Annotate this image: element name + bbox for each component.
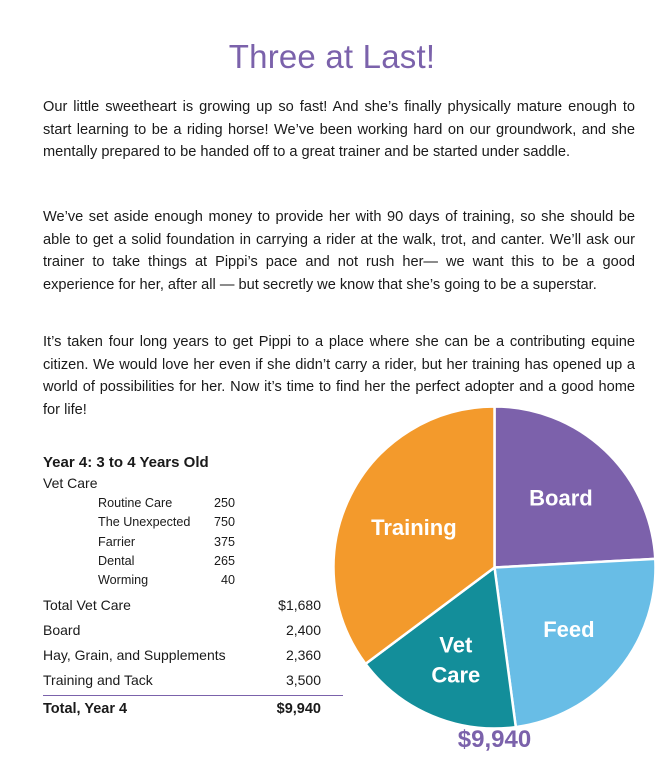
- vet-item-routine-care: [43, 494, 343, 513]
- vet-item-worming: [43, 571, 343, 590]
- vet-item-value: 40: [220, 573, 235, 588]
- total-value: $9,940: [276, 701, 321, 718]
- line-total-vet-care: [43, 593, 343, 618]
- vet-item-value: 375: [213, 534, 235, 549]
- vet-item-dental: [43, 552, 343, 571]
- line-board: [43, 618, 343, 643]
- budget-heading: Year 4: 3 to 4 Years Old: [43, 454, 209, 471]
- vet-item-the-unexpected: [43, 513, 343, 532]
- vet-item-label: Worming: [98, 573, 149, 588]
- total-label: Total, Year 4: [43, 701, 128, 718]
- vet-item-value: 750: [213, 515, 235, 530]
- pie-total-label: $9,940: [457, 726, 532, 753]
- pie-label-board: Board: [529, 485, 593, 511]
- line-hay-grain-supplements: [43, 643, 343, 668]
- pie-label-training: Training: [371, 515, 457, 541]
- line-value: 2,360: [285, 647, 321, 664]
- pie-label-vet-care: Vet Care: [431, 632, 481, 688]
- line-value: $1,680: [278, 597, 321, 614]
- line-value: 3,500: [285, 672, 321, 689]
- line-label: Hay, Grain, and Supplements: [43, 647, 226, 664]
- vet-item-label: Routine Care: [98, 496, 173, 510]
- vet-item-value: 250: [213, 496, 235, 510]
- line-label: Total Vet Care: [43, 597, 131, 614]
- adoption-paragraph: It’s taken four long years to get Pippi to a place where she can be a contributing equine citizen. We would love her even if she didn’t carry a rider, but her training has opened up a world of possibilities for her. Now it’s time to find her the perfect adopter and a good home for life!: [43, 334, 635, 418]
- vet-item-label: Dental: [98, 553, 135, 568]
- training-paragraph: We’ve set aside enough money to provide her with 90 days of training, so she should be able to get a solid foundation in carrying a rider at the walk, trot, and canter. We’ll ask our trainer to take things at Pippi’s pace and not rush her— we want this to be a good experience for her, after all — but secretly we know that she’s going to be a superstar.: [43, 209, 635, 293]
- line-training-and-tack: [43, 668, 343, 693]
- pie-slice-feed: [495, 559, 656, 727]
- vet-item-value: 265: [213, 553, 235, 568]
- pie-label-feed: Feed: [543, 617, 595, 643]
- expense-pie-chart: [332, 405, 657, 730]
- line-value: 2,400: [285, 622, 321, 639]
- vet-item-label: Farrier: [98, 534, 136, 549]
- page-title: Three at Last!: [228, 38, 436, 75]
- vet-item-farrier: [43, 533, 343, 552]
- vet-care-label: Vet Care: [43, 475, 98, 491]
- line-label: Training and Tack: [43, 672, 153, 689]
- line-total-year: [43, 696, 343, 722]
- budget-table: [43, 453, 343, 722]
- vet-item-label: The Unexpected: [98, 515, 191, 530]
- intro-paragraph: Our little sweetheart is growing up so fast! And she’s finally physically mature enough to start learning to be a riding horse! We’ve been working hard on our groundwork, and she mentally prepared to be handed off to a great trainer and be started under saddle.: [43, 99, 635, 161]
- line-label: Board: [43, 622, 81, 639]
